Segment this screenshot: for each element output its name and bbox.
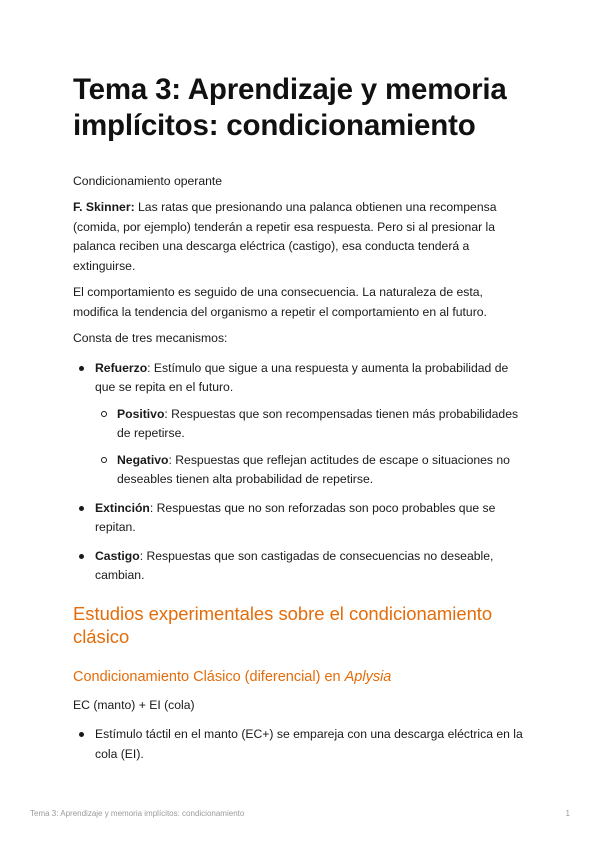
subsection-heading-italic: Aplysia xyxy=(344,668,392,685)
term-refuerzo: Refuerzo xyxy=(95,360,148,375)
list-item-negativo xyxy=(95,451,528,490)
term-extincion: Extinción xyxy=(95,500,150,515)
text-negativo: : Respuestas que reflejan actitudes de escape o situaciones no deseables tienen alta probabilidad de repetirse. xyxy=(117,452,510,486)
paragraph-ec-ei: EC (manto) + EI (cola) xyxy=(73,697,195,712)
page-number: 1 xyxy=(565,809,570,818)
text-positivo: : Respuestas que son recompensadas tienen más probabilidades de repetirse. xyxy=(117,406,519,440)
text-extincion: : Respuestas que no son reforzadas son poco probables que se repitan. xyxy=(95,500,496,534)
list-item-aplysia: Estímulo táctil en el manto (EC+) se empareja con una descarga eléctrica en la cola (EI). xyxy=(73,725,528,764)
text-refuerzo: : Estímulo que sigue a una respuesta y aumenta la probabilidad de que se repita en el futuro. xyxy=(95,360,509,394)
page-footer xyxy=(30,809,570,818)
footer-title: Tema 3: Aprendizaje y memoria implícitos: condicionamiento xyxy=(30,809,245,818)
subsection-heading xyxy=(73,668,528,687)
section-label: Condicionamiento operante xyxy=(73,174,223,188)
term-negativo: Negativo xyxy=(117,452,169,467)
list-item-positivo xyxy=(95,405,528,444)
text-castigo: : Respuestas que son castigadas de consecuencias no deseable, cambian. xyxy=(95,548,494,582)
refuerzo-sublist xyxy=(95,405,528,490)
page-title: Tema 3: Aprendizaje y memoria implícitos: condicionamiento xyxy=(73,73,507,142)
term-positivo: Positivo xyxy=(117,406,165,421)
document-page xyxy=(73,72,528,773)
skinner-text: Las ratas que presionando una palanca obtienen una recompensa (comida, por ejemplo) tenderán a repetir esa respuesta. Pero si al presionar la palanca reciben una descarga eléctrica (castigo), esa conducta tenderá a extinguirse. xyxy=(73,200,497,273)
list-item-extincion xyxy=(73,499,528,538)
section-heading: Estudios experimentales sobre el condicionamiento clásico xyxy=(73,602,493,647)
skinner-label: F. Skinner: xyxy=(73,200,135,214)
paragraph-behavior: El comportamiento es seguido de una consecuencia. La naturaleza de esta, modifica la tendencia del organismo a repetir el comportamiento en al futuro. xyxy=(73,285,487,319)
paragraph-skinner xyxy=(73,198,528,276)
aplysia-list xyxy=(73,725,528,764)
list-item-refuerzo xyxy=(73,359,528,490)
list-item-castigo xyxy=(73,547,528,586)
term-castigo: Castigo xyxy=(95,548,140,563)
paragraph-mechanisms-intro: Consta de tres mecanismos: xyxy=(73,331,228,345)
subsection-heading-text: Condicionamiento Clásico (diferencial) en xyxy=(73,668,345,685)
mechanisms-list xyxy=(73,359,528,586)
